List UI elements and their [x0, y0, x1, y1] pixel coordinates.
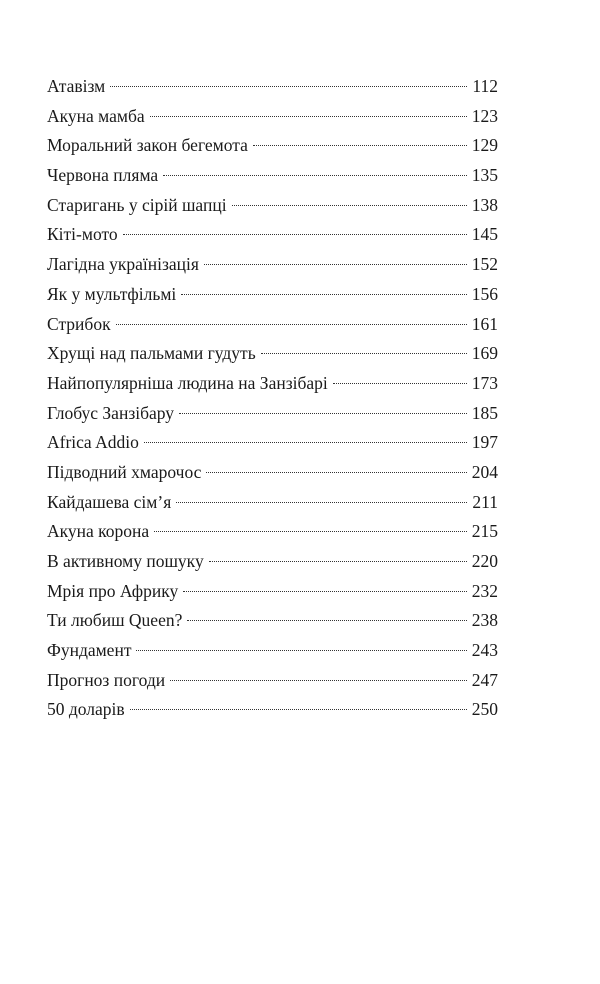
- dot-leader: [136, 650, 466, 651]
- toc-entry: [47, 280, 498, 310]
- toc-entry: [47, 72, 498, 102]
- toc-entry-title: Старигань у сірій шапці: [47, 194, 227, 215]
- toc-entry: [47, 161, 498, 191]
- toc-entry: [47, 577, 498, 607]
- toc-entry: [47, 399, 498, 429]
- toc-entry-title: Червона пляма: [47, 165, 159, 186]
- toc-entry-page: 138: [471, 194, 498, 215]
- dot-leader: [181, 294, 466, 295]
- dot-leader: [206, 472, 466, 473]
- toc-entry: [47, 636, 498, 666]
- toc-entry-title: Хрущі над пальмами гудуть: [47, 343, 256, 364]
- toc-entry-title: 50 доларів: [47, 699, 125, 720]
- dot-leader: [123, 234, 467, 235]
- dot-leader: [170, 680, 467, 681]
- toc-entry: [47, 547, 498, 577]
- toc-entry-page: 161: [471, 313, 498, 334]
- dot-leader: [176, 502, 467, 503]
- toc-entry-page: 152: [471, 254, 498, 275]
- toc-entry-title: Кайдашева сім’я: [47, 491, 172, 512]
- dot-leader: [232, 205, 467, 206]
- toc-entry-title: Фундамент: [47, 640, 132, 661]
- dot-leader: [253, 145, 467, 146]
- toc-entry-page: 250: [471, 699, 498, 720]
- toc-entry-page: 243: [471, 640, 498, 661]
- toc-entry-title: В активному пошуку: [47, 551, 204, 571]
- dot-leader: [179, 413, 467, 414]
- toc-entry-page: 156: [471, 283, 498, 304]
- toc-entry-page: 204: [471, 461, 498, 482]
- toc-entry-page: 169: [471, 343, 498, 364]
- toc-entry: [47, 517, 498, 547]
- toc-entry-title: Як у мультфільмі: [47, 283, 177, 304]
- toc-entry: [47, 220, 498, 250]
- toc-entry-page: 135: [471, 165, 498, 186]
- toc-entry-page: 112: [472, 76, 498, 96]
- toc-entry-page: 238: [471, 610, 498, 631]
- toc-entry: [47, 666, 498, 696]
- toc-entry-title: Моральний закон бегемота: [47, 135, 248, 156]
- toc-entry-title: Найпопулярніша людина на Занзібарі: [47, 372, 328, 393]
- table-of-contents: [47, 72, 498, 725]
- toc-entry-page: 247: [471, 669, 498, 690]
- toc-entry-title: Мрія про Африку: [47, 580, 179, 601]
- dot-leader: [183, 591, 466, 592]
- toc-entry-page: 232: [471, 580, 498, 601]
- toc-entry-title: Атавізм: [47, 76, 106, 96]
- dot-leader: [110, 86, 467, 87]
- dot-leader: [209, 561, 467, 562]
- dot-leader: [144, 442, 467, 443]
- toc-entry-title: Стрибок: [47, 313, 111, 334]
- toc-entry-page: 211: [472, 491, 498, 512]
- toc-entry: [47, 250, 498, 280]
- toc-entry-title: Africa Addio: [47, 432, 139, 453]
- toc-entry: [47, 428, 498, 458]
- toc-entry: [47, 339, 498, 369]
- toc-entry-title: Акуна мамба: [47, 105, 145, 126]
- toc-entry: [47, 606, 498, 636]
- toc-entry-page: 129: [471, 135, 498, 156]
- toc-entry: [47, 310, 498, 340]
- toc-entry-page: 145: [471, 224, 498, 245]
- toc-entry: [47, 369, 498, 399]
- toc-entry-title: Акуна корона: [47, 521, 150, 542]
- toc-entry-title: Підводний хмарочос: [47, 461, 202, 482]
- dot-leader: [204, 264, 467, 265]
- dot-leader: [261, 353, 467, 354]
- dot-leader: [116, 324, 467, 325]
- toc-entry-title: Кіті-мото: [47, 224, 118, 245]
- dot-leader: [187, 620, 466, 621]
- toc-entry-page: 173: [471, 372, 498, 393]
- toc-entry-page: 220: [471, 551, 498, 571]
- toc-entry-page: 185: [471, 402, 498, 423]
- dot-leader: [154, 531, 467, 532]
- dot-leader: [130, 709, 467, 710]
- toc-entry: [47, 458, 498, 488]
- toc-entry: [47, 488, 498, 518]
- toc-entry: [47, 102, 498, 132]
- toc-entry-title: Глобус Занзібару: [47, 402, 175, 423]
- toc-entry-page: 197: [471, 432, 498, 453]
- dot-leader: [163, 175, 467, 176]
- toc-entry-page: 123: [471, 105, 498, 126]
- toc-entry-title: Прогноз погоди: [47, 669, 166, 690]
- toc-entry-page: 215: [471, 521, 498, 542]
- toc-entry: [47, 695, 498, 725]
- toc-entry-title: Лагідна українізація: [47, 254, 199, 275]
- toc-entry-title: Ти любиш Queen?: [47, 610, 183, 631]
- toc-entry: [47, 191, 498, 221]
- toc-entry: [47, 131, 498, 161]
- dot-leader: [333, 383, 467, 384]
- dot-leader: [150, 116, 467, 117]
